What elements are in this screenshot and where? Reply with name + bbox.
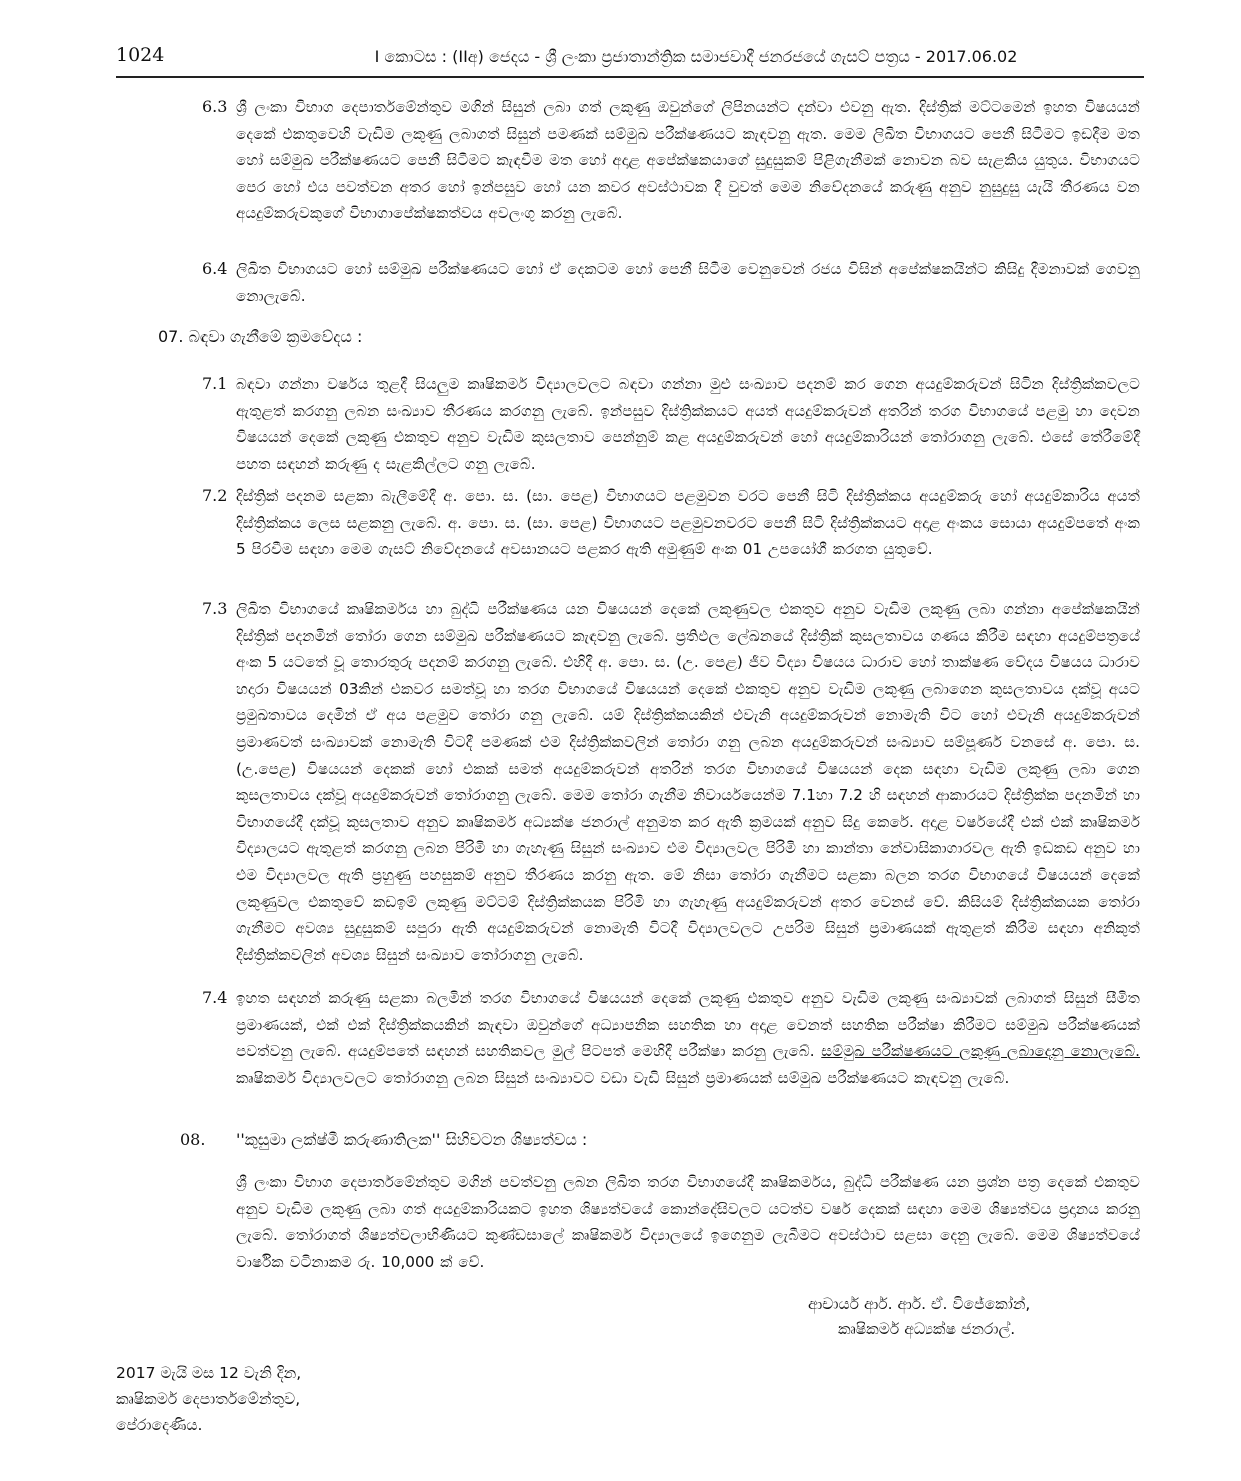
clause-text-6-4: ලිඛිත විභාගයට හෝ සම්මුඛ පරීක්ෂණයට හෝ ඒ දෙකටම හෝ පෙනී සිටීම වෙනුවෙන් රජය විසින් අපේක්ෂකයින්ට කිසිදු දීමනාවක් ගෙවනු නොලැබේ. bbox=[236, 260, 1140, 305]
interview-no-marks-note: සම්මුඛ පරීක්ෂණයට ලකුණු ලබාදෙනු නොලැබේ. bbox=[821, 1042, 1140, 1061]
clause-number: 7.2 bbox=[202, 486, 228, 505]
page-number: 1024 bbox=[116, 44, 165, 66]
scholarship-text: ශ්‍රී ලංකා විභාග දෙපාර්තමේන්තුව මගින් පවත්වනු ලබන ලිඛිත තරග විභාගයේදී කෘෂිකර්මය, බුද්ධි පරීක්ෂණ යන ප්‍රශ්න පත්‍ර දෙකේ එකතුව අනුව වැඩිම ලකුණු ලබා ගත් අයදුම්කාරියකට ඉහත ශිෂ්‍යත්වයේ කොන්දේසිවලට යටත්ව වර්ෂ දෙකක් සඳහා මෙම ශිෂ්‍යත්වය ප්‍රදානය කරනු ලැබේ. තෝරාගත් ශිෂ්‍යත්වලාභිණියට කුණ්ඩසාලේ කෘෂිකර්ම විද්‍යාලයේ ඉගෙනුම ලැබීමට අවස්ථාව සළසා දෙනු ලැබේ. මෙම ශිෂ්‍යත්වයේ වාර්ෂික වටිනාකම රු. 10,000 ක් වේ. bbox=[236, 1173, 1140, 1271]
signatory-name: ආචාර්ය ආර්. ආර්. ඒ. විජේකෝන්, bbox=[808, 1295, 1031, 1313]
clause-number: 7.1 bbox=[202, 374, 228, 393]
section-number-08: 08. bbox=[180, 1130, 206, 1149]
clause-number: 7.4 bbox=[202, 988, 228, 1007]
clause-number: 6.3 bbox=[202, 97, 228, 116]
clause-number: 7.3 bbox=[202, 599, 228, 618]
issuing-department: කෘෂිකර්ම දෙපාර්තමේන්තුව, bbox=[116, 1390, 301, 1408]
gazette-header-title: I කොටස : (IIඅ) ජෙදය - ශ්‍රී ලංකා ප්‍රජාතාන්ත්‍රික සමාජවාදී ජනරජයේ ගැසට් පත්‍රය - 2017.06.02 bbox=[374, 47, 1018, 66]
clause-text-6-3: ශ්‍රී ලංකා විභාග දෙපාර්තමේන්තුව මගින් සිසුන් ලබා ගත් ලකුණු ඔවුන්ගේ ලිපිනයන්ට දන්වා එවනු ඇත. දිස්ත්‍රික් මට්ටමෙන් ඉහත විෂයයන් දෙකේ එකතුවෙහි වැඩිම ලකුණු ලබාගත් සිසුන් පමණක් සම්මුඛ පරීක්ෂණයට කැඳවනු ඇත. මෙම ලිඛිත විභාගයට පෙනී සිටීමට ඉඩදීම මත හෝ සම්මුඛ පරීක්ෂණයට පෙනී සිටීමට කැඳවීම මත හෝ අදාළ අපේක්ෂකයාගේ සුදුසුකම් පිළිගැනීමක් නොවන බව සැළකිය යුතුය. විභාගයට පෙර හෝ එය පවත්වන අතර හෝ ඉන්පසුව හෝ යන කවර අවස්ථාවක දී වුවත් මෙම නිවේදනයේ කරුණු අනුව නුසුදුසු යැයි තීරණය වන අයදුම්කරුවකුගේ විභාගාපේක්ෂකත්වය අවලංගු කරනු ලැබේ. bbox=[236, 98, 1140, 223]
clause-text-7-2: දිස්ත්‍රික් පදනම සළකා බැලීමේදී අ. පො. ස. (සා. පෙළ) විභාගයට පළමුවන වරට පෙනී සිටි දිස්ත්‍රික්කය අයදුම්කරු හෝ අයදුම්කාරිය අයත් දිස්ත්‍රික්කය ලෙස සළකනු ලැබේ. අ. පො. ස. (සා. පෙළ) විභාගයට පළමුවනවරට පෙනී සිටි දිස්ත්‍රික්කයට අදාළ අංකය සොයා අයදුම්පතේ අංක 5 පිරවීම සඳහා මෙම ගැසට් නිවේදනයේ අවසානයට පළකර ඇති අමුණුම් අංක 01 උපයෝගී කරගත යුතුවේ. bbox=[236, 487, 1140, 559]
clause-text-7-4-part: ඉහත සඳහන් කරුණු සළකා බලමින් තරග විභාගයේ විෂයයන් දෙකේ ලකුණු එකතුව අනුව වැඩිම ලකුණු සංඛ්‍යාවක් ලබාගත් සිසුන් සීමිත ප්‍රමාණයක්, එක් එක් දිස්ත්‍රික්කයකින් කැඳවා ඔවුන්ගේ අධ්‍යාපනික සහතික හා අදාළ වෙනත් සහතික පරීක්ෂා කිරීමට සම්මුඛ පරීක්ෂණයක් පවත්වනු ලැබේ. අයදුම්පතේ සඳහන් සහතිකවල මුල් පිටපත් මෙහිදී පරීක්ෂා කරනු ලැබේ. bbox=[236, 989, 1140, 1061]
clause-text-7-4-part: කෘෂිකර්ම විද්‍යාලවලට තෝරාගනු ලබන සිසුන් සංඛ්‍යාවට වඩා වැඩි සිසුන් ප්‍රමාණයක් සම්මුඛ පරීක්ෂණයට කැඳවනු ලැබේ. bbox=[236, 1068, 1010, 1087]
clause-text-7-1: බඳවා ගන්නා වර්ෂය තුළදී සියලුම කෘෂිකර්ම විද්‍යාලවලට බඳවා ගන්නා මුළු සංඛ්‍යාව පදනම් කර ගෙන අයදුම්කරුවන් සිටින දිස්ත්‍රික්කවලට ඇතුළත් කරගනු ලබන සංඛ්‍යාව තීරණය කරගනු ලැබේ. ඉන්පසුව දිස්ත්‍රික්කයට අයත් අයදුම්කරුවන් අතරින් තරග විභාගයේ පළමු හා දෙවන විෂයයන් දෙකේ ලකුණු එකතුව අනුව වැඩිම කුසලතාව පෙන්නුම් කළ අයදුම්කරුවන් හෝ අයදුම්කාරියන් තෝරාගනු ලැබේ. එසේ තේරීමේදී පහත සඳහන් කරුණු ද සැළකිල්ලට ගනු ලැබේ. bbox=[236, 375, 1140, 473]
clause-text-7-3: ලිඛිත විභාගයේ කෘෂිකර්මය හා බුද්ධි පරීක්ෂණය යන විෂයයන් දෙකේ ලකුණුවල එකතුව අනුව වැඩිම ලකුණු ලබා ගන්නා අපේක්ෂකයින් දිස්ත්‍රික් පදනමින් තෝරා ගෙන සම්මුඛ පරීක්ෂණයට කැඳවනු ලැබේ. ප්‍රතිඵල ලේඛනයේ දිස්ත්‍රික් කුසලතාවය ගණය කිරීම සඳහා අයදුම්පත්‍රයේ අංක 5 යටතේ වූ තොරතුරු පදනම් කරගනු ලැබේ. එහිදී අ. පො. ස. (උ. පෙළ) ජීව විද්‍යා විෂයය ධාරාව හෝ තාක්ෂණ වේදය විෂයය ධාරාව හදාරා විෂයයන් 03කින් එකවර සමත්වූ හා තරග විභාගයේ විෂයයන් දෙකේ එකතුව අනුව වැඩිම ලකුණු ලබාගෙන කුසලතාවය දක්වූ අයට ප්‍රමුඛතාවය දෙමින් ඒ අය පළමුව තෝරා ගනු ලැබේ. යම් දිස්ත්‍රික්කයකින් එවැනි අයදුම්කරුවන් නොමැති විට හෝ එවැනි අයදුම්කරුවන් ප්‍රමාණවත් සංඛ්‍යාවක් නොමැති විටදී පමණක් එම දිස්ත්‍රික්කවලින් තෝරා ගනු ලබන අයදුම්කරුවන් සංඛ්‍යාව සම්පූර්ණ වනසේ අ. පො. ස. (උ.පෙළ) විෂයයන් දෙකක් හෝ එකක් සමත් අයදුම්කරුවන් අතරින් තරග විභාගයේ විෂයයන් දෙක සඳහා වැඩිම ලකුණු ලබා ගෙන කුසලතාවය දක්වූ අයදුම්කරුවන් තෝරාගනු ලැබේ. මෙම තෝරා ගැනීම නිවාර්යයෙන්ම 7.1හා 7.2 හි සඳහන් ආකාරයට දිස්ත්‍රික්ක පදනමින් හා විභාගයේදී දක්වූ කුසලතාව අනුව කෘෂිකර්ම අධ්‍යක්ෂ ජනරාල් අනුමත කර ඇති ක්‍රමයක් අනුව සිදු කෙරේ. අදාළ වර්ෂයේදී එක් එක් කෘෂිකර්ම විද්‍යාලයට ඇතුළත් කරගනු ලබන පිරිමි හා ගැහැණු සිසුන් සංඛ්‍යාව එම විද්‍යාලවල පිරිමි හා කාන්තා නේවාසිකාගාරවල ඇති ඉඩකඩ අනුව හා එම විද්‍යාලවල ඇති ප්‍රහුණු පහසුකම් අනුව තීරණය කරනු ඇත. මේ නිසා තෝරා ගැනීමට සළකා බලන තරග විභාගයේ විෂයයන් දෙකේ ලකුණුවල එකතුවේ කඩඉම් ලකුණු මට්ටම් දිස්ත්‍රික්කයක පිරිමි හා ගැහැණු අයදුම්කරුවන් අතර වෙනස් වේ. කිසියම් දිස්ත්‍රික්කයක තෝරා ගැනීමට අවශ්‍ය සුදුසුකම් සපුරා ඇති අයදුම්කරුවන් නොමැති විටදී විද්‍යාලවලට උපරිම සිසුන් ප්‍රමාණයක් ඇතුළත් කිරීම සඳහා අනිකුත් දිස්ත්‍රික්කවලින් අවශ්‍ය සිසුන් සංඛ්‍යාව තෝරාගනු ලැබේ. bbox=[236, 600, 1140, 964]
issue-date: 2017 මැයි මස 12 වැනි දින, bbox=[116, 1364, 302, 1382]
section-heading-07: 07. බඳවා ගැනීමේ ක්‍රමවේදය : bbox=[158, 327, 363, 346]
clause-number: 6.4 bbox=[202, 259, 228, 278]
clause-text-7-4 bbox=[236, 985, 1140, 1091]
issuing-place: පේරාදෙණිය. bbox=[116, 1416, 203, 1434]
scholarship-heading: ''කුසුමා ලක්ෂ්මී කරුණාතිලක'' සිහිවටන ශිෂ්‍යත්වය : bbox=[236, 1130, 588, 1149]
signatory-title: කෘෂිකර්ම අධ්‍යක්ෂ ජනරාල්. bbox=[838, 1320, 1016, 1338]
page-header bbox=[116, 40, 1144, 78]
